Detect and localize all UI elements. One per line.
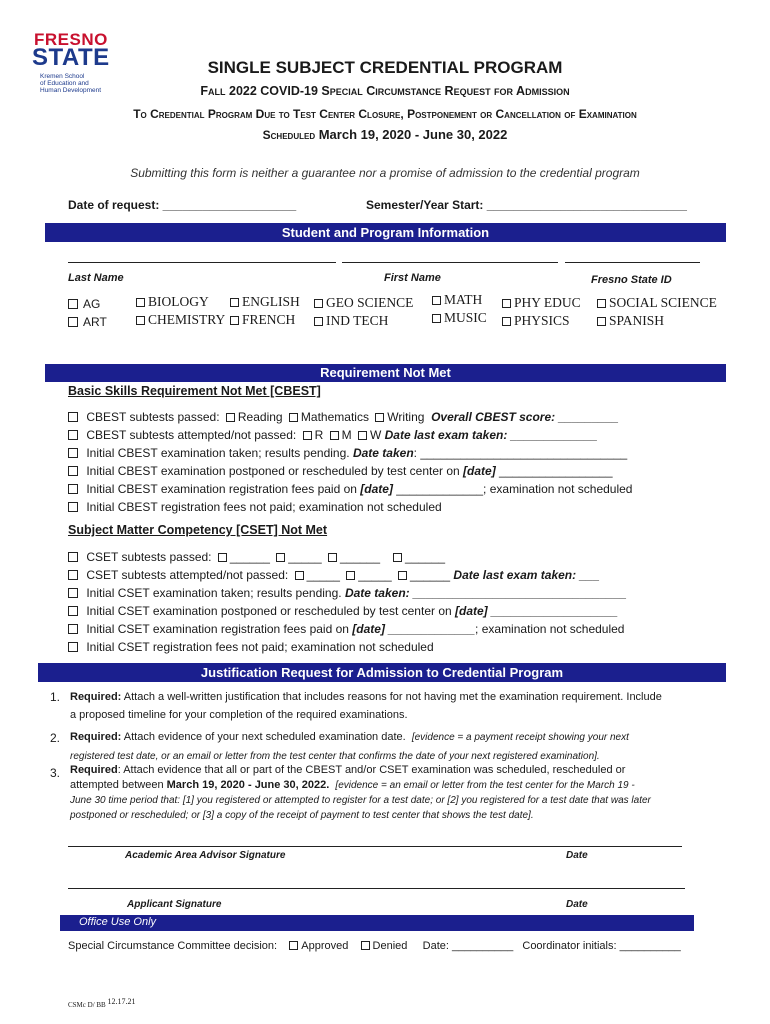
checkbox[interactable] [68,624,78,634]
cset-row-postponed[interactable]: Initial CSET examination postponed or rescheduled by test center on [date] ___________________ [68,604,618,618]
checkbox[interactable] [346,571,355,580]
cset-row-fees-paid[interactable]: Initial CSET examination registration fees paid on [date] _____________; examination not scheduled [68,622,624,636]
section-office [60,915,694,931]
checkbox[interactable] [597,299,606,308]
office-row [68,940,681,952]
logo-fresno: FRESNO [34,30,108,49]
checkbox[interactable] [68,588,78,598]
applicant-signature-line[interactable] [68,888,685,889]
office-label: Office Use Only [79,916,157,928]
checkbox[interactable] [314,317,323,326]
item-1-text: Required: Attach a well-written justification that includes reasons for not having met the examination requirement. Include a proposed timeline for your completion of the required examinations. [70,691,662,721]
item-3-number: 3. [50,766,61,780]
subject-physics[interactable]: PHYSICS [502,313,570,329]
item-2-text: Required: Attach evidence of your next scheduled examination date. [evidence = a payment receipt showing your next registered test date, or an email or letter from the test center that confirms the date of your next registered examination]. [70,731,629,762]
checkbox-writing[interactable] [375,413,384,422]
checkbox[interactable] [328,553,337,562]
checkbox[interactable] [597,317,606,326]
header-dates: March 19, 2020 - June 30, 2022 [318,127,508,142]
advisor-signature-label: Academic Area Advisor Signature [125,850,286,861]
fresno-id-label: Fresno State ID [591,274,672,286]
checkbox-m[interactable] [330,431,339,440]
cbest-row-pending[interactable]: Initial CBEST examination taken; results pending. Date taken: _______________________________ [68,446,627,460]
checkbox-denied[interactable] [361,941,370,950]
checkbox[interactable] [68,484,78,494]
subject-phy-educ[interactable]: PHY EDUC [502,295,581,311]
approved-label: Approved [301,940,349,952]
subject-french[interactable]: FRENCH [230,312,295,328]
cset-row-passed[interactable]: CSET subtests passed: ______ _____ ______ ______ [68,550,445,564]
checkbox[interactable] [68,448,78,458]
checkbox[interactable] [68,317,78,327]
checkbox[interactable] [393,553,402,562]
section-requirement: Requirement Not Met [45,364,726,382]
checkbox[interactable] [432,296,441,305]
last-name-line[interactable] [68,262,336,263]
date-of-request[interactable]: Date of request: ____________________ [68,198,297,212]
checkbox[interactable] [68,642,78,652]
office-date[interactable]: Date: __________ [422,940,514,952]
logo-state: STATE [32,44,110,71]
checkbox-approved[interactable] [289,941,298,950]
item-1-number: 1. [50,690,61,704]
subject-ag[interactable]: AG [68,297,100,311]
checkbox[interactable] [295,571,304,580]
committee-decision-label: Special Circumstance Committee decision: [68,940,278,952]
header-scheduled: Scheduled [262,128,316,142]
checkbox[interactable] [502,299,511,308]
cbest-row-passed[interactable]: CBEST subtests passed: Reading Mathematics Writing Overall CBEST score: _________ [68,410,619,424]
last-name-label: Last Name [68,272,124,284]
checkbox-r[interactable] [303,431,312,440]
section-student-program: Student and Program Information [45,223,726,242]
semester-year-start[interactable]: Semester/Year Start: ______________________________ [366,198,687,212]
checkbox[interactable] [276,553,285,562]
applicant-date-label: Date [566,899,588,910]
checkbox-w[interactable] [358,431,367,440]
checkbox[interactable] [230,316,239,325]
applicant-signature-label: Applicant Signature [127,899,222,910]
subject-spanish[interactable]: SPANISH [597,313,664,329]
cbest-row-fees-not-paid[interactable]: Initial CBEST registration fees not paid; examination not scheduled [68,500,442,514]
page-title: SINGLE SUBJECT CREDENTIAL PROGRAM [207,58,563,77]
checkbox-mathematics[interactable] [289,413,298,422]
denied-label: Denied [372,940,408,952]
checkbox[interactable] [314,299,323,308]
cset-row-attempted[interactable]: CSET subtests attempted/not passed: _____ _____ ______ Date last exam taken: ___ [68,568,600,582]
disclaimer: Submitting this form is neither a guarantee nor a promise of admission to the credential program [130,166,640,180]
logo-sub3: Human Development [40,87,102,94]
subject-math[interactable]: MATH [432,292,482,308]
cset-row-pending[interactable]: Initial CSET examination taken; results pending. Date taken: ________________________________ [68,586,627,600]
item-2-number: 2. [50,731,61,745]
advisor-signature-line[interactable] [68,846,682,847]
logo-sub1: Kremen School [40,73,85,80]
cset-row-fees-not-paid[interactable]: Initial CSET registration fees not paid; examination not scheduled [68,640,434,654]
checkbox[interactable] [68,552,78,562]
subject-ind-tech[interactable]: IND TECH [314,313,388,329]
checkbox[interactable] [68,606,78,616]
subject-english[interactable]: ENGLISH [230,294,300,310]
subject-biology[interactable]: BIOLOGY [136,294,209,310]
subject-art[interactable]: ART [68,315,107,329]
cbest-heading: Basic Skills Requirement Not Met [CBEST] [68,384,321,398]
cbest-row-fees-paid[interactable]: Initial CBEST examination registration fees paid on [date] _____________; examination not scheduled [68,482,632,496]
checkbox[interactable] [68,502,78,512]
checkbox[interactable] [502,317,511,326]
checkbox[interactable] [230,298,239,307]
checkbox[interactable] [218,553,227,562]
checkbox[interactable] [68,430,78,440]
advisor-date-label: Date [566,850,588,861]
logo-sub2: of Education and [40,80,89,87]
subject-chemistry[interactable]: CHEMISTRY [136,312,225,328]
subject-music[interactable]: MUSIC [432,310,487,326]
checkbox-reading[interactable] [226,413,235,422]
subject-social-science[interactable]: SOCIAL SCIENCE [597,295,717,311]
first-name-label: First Name [384,272,441,284]
checkbox[interactable] [432,314,441,323]
subject-geo-science[interactable]: GEO SCIENCE [314,295,413,311]
cset-heading: Subject Matter Competency [CSET] Not Met [68,523,328,537]
header-line2: Fall 2022 COVID-19 Special Circumstance Request for Admission [200,84,570,98]
checkbox[interactable] [68,412,78,422]
fresno-id-line[interactable] [565,262,700,263]
checkbox[interactable] [398,571,407,580]
coordinator-initials[interactable]: Coordinator initials: __________ [522,940,681,952]
checkbox[interactable] [136,298,145,307]
header-line4 [0,127,770,142]
section-justification: Justification Request for Admission to Credential Program [38,663,726,682]
cbest-row-attempted[interactable]: CBEST subtests attempted/not passed: R M W Date last exam taken: _____________ [68,428,597,442]
cbest-row-postponed[interactable]: Initial CBEST examination postponed or rescheduled by test center on [date] _________________ [68,464,613,478]
checkbox[interactable] [68,466,78,476]
checkbox[interactable] [136,316,145,325]
first-name-line[interactable] [342,262,558,263]
header-line3: To Credential Program Due to Test Center Closure, Postponement or Cancellation of Examination [133,107,637,121]
footer-code: CSMc D/ BB 12.17.21 [68,997,136,1009]
item-3-text: Required: Attach evidence that all or part of the CBEST and/or CSET examination was scheduled, rescheduled or attempted between March 19, 2020 - June 30, 2022. [evidence = an email or letter from the test center for the March 19 - June 30 time period that: [1] you registered or attempted to register for a test date; or [2] you registered for a test date that was later postponed or rescheduled; or [3] a copy of the receipt of payment to test center that shows the test date]. [70,764,651,821]
checkbox[interactable] [68,299,78,309]
checkbox[interactable] [68,570,78,580]
